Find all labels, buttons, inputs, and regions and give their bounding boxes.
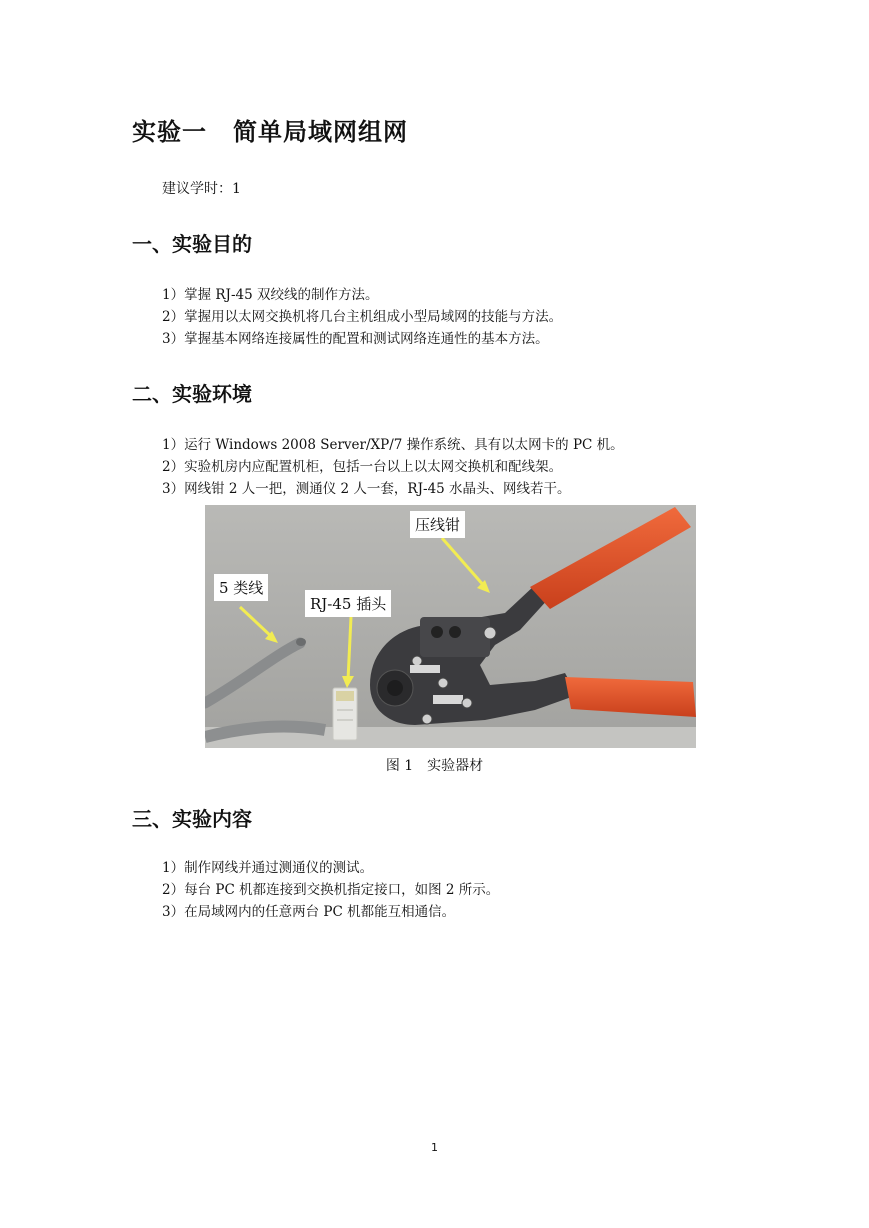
list-item: 1）制作网线并通过测通仪的测试。	[162, 860, 374, 876]
list-item: 2）每台 PC 机都连接到交换机指定接口，如图 2 所示。	[162, 882, 500, 898]
list-item: 1）运行 Windows 2008 Server/XP/7 操作系统、具有以太网卡的 PC 机。	[162, 437, 624, 453]
callout-crimper: 压线钳	[410, 511, 465, 538]
suggested-hours: 建议学时：1	[162, 181, 241, 197]
list-item: 3）网线钳 2 人一把，测通仪 2 人一套，RJ-45 水晶头、网线若干。	[162, 481, 571, 497]
section-heading-objectives: 一、实验目的	[132, 232, 252, 256]
page-title	[132, 112, 408, 147]
rj45-plug	[333, 688, 357, 740]
content-list	[162, 857, 499, 923]
title-number: 实验一	[132, 118, 207, 146]
page-number: 1	[431, 1141, 438, 1154]
callout-cable: 5 类线	[214, 574, 268, 601]
list-item: 2）掌握用以太网交换机将几台主机组成小型局域网的技能与方法。	[162, 309, 563, 325]
figure-caption	[0, 755, 869, 775]
objectives-list	[162, 284, 562, 350]
figure-caption-text: 实验器材	[427, 758, 484, 774]
equipment-illustration	[205, 505, 696, 748]
section-heading-environment: 二、实验环境	[132, 382, 252, 406]
callout-plug: RJ-45 插头	[305, 590, 391, 617]
environment-list	[162, 434, 624, 500]
section-heading-content: 三、实验内容	[132, 807, 252, 831]
list-item: 3）在局域网内的任意两台 PC 机都能互相通信。	[162, 904, 456, 920]
list-item: 1）掌握 RJ-45 双绞线的制作方法。	[162, 287, 379, 303]
figure-number: 图 1	[385, 758, 414, 774]
equipment-photo	[205, 505, 696, 748]
list-item: 2）实验机房内应配置机柜，包括一台以上以太网交换机和配线架。	[162, 459, 563, 475]
title-text: 简单局域网组网	[233, 118, 408, 146]
list-item: 3）掌握基本网络连接属性的配置和测试网络连通性的基本方法。	[162, 331, 549, 347]
